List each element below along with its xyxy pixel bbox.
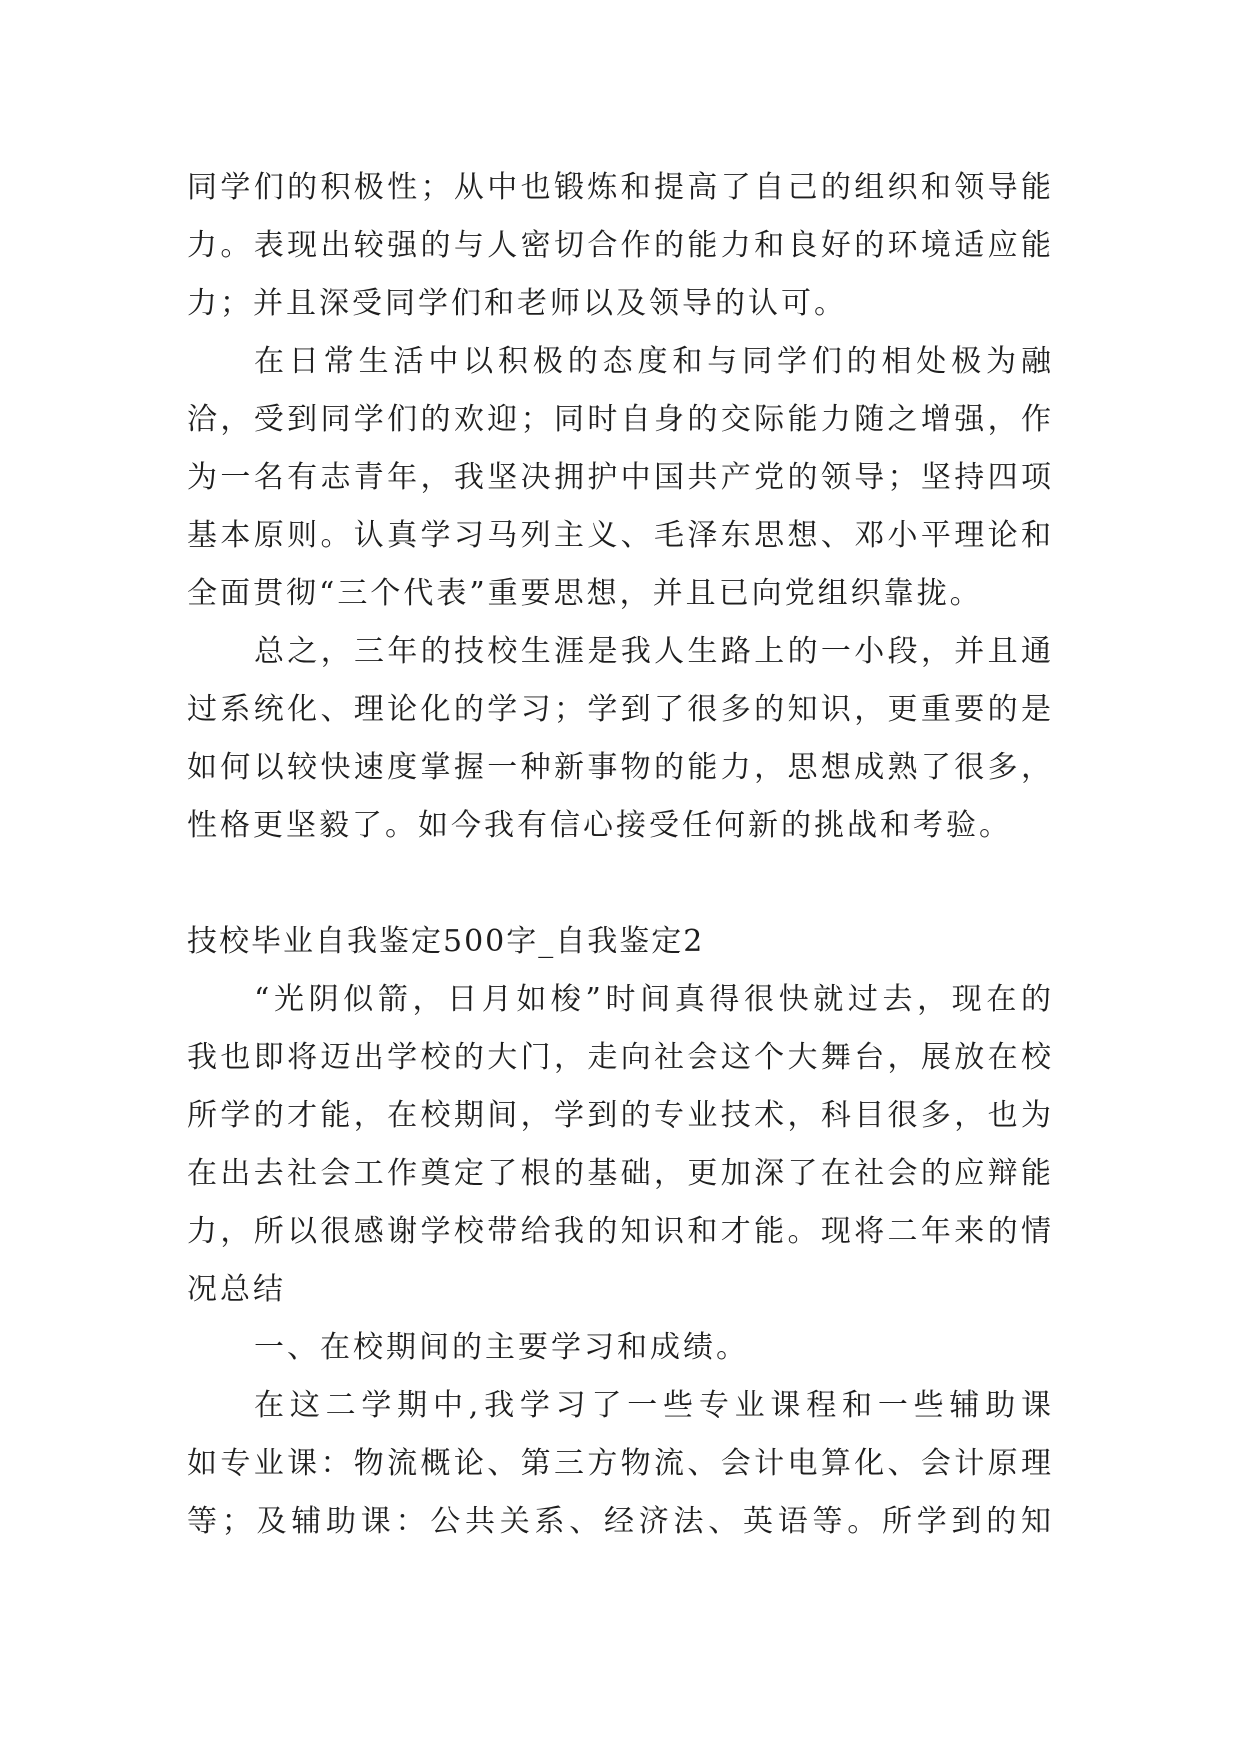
paragraph-line: 同学们的积极性；从中也锻炼和提高了自己的组织和领导能 [187,170,1054,205]
paragraph-line: 为一名有志青年，我坚决拥护中国共产党的领导；坚持四项 [187,460,1054,495]
paragraph [187,623,1054,855]
paragraph [187,1319,1054,1377]
paragraph-line: 我也即将迈出学校的大门，走向社会这个大舞台，展放在校 [187,1040,1054,1075]
paragraph-line: 如何以较快速度掌握一种新事物的能力，思想成熟了很多， [187,750,1054,785]
paragraph [187,1377,1054,1551]
paragraph [187,159,1054,333]
paragraph-line: 在这二学期中,我学习了一些专业课程和一些辅助课 [254,1388,1054,1423]
paragraph-line: 力。表现出较强的与人密切合作的能力和良好的环境适应能 [187,228,1054,263]
paragraph-line: “光阴似箭，日月如梭”时间真得很快就过去，现在的 [254,982,1054,1017]
paragraph-line: 在日常生活中以积极的态度和与同学们的相处极为融 [254,344,1054,379]
paragraph-line: 洽，受到同学们的欢迎；同时自身的交际能力随之增强，作 [187,402,1054,437]
paragraph-line: 基本原则。认真学习马列主义、毛泽东思想、邓小平理论和 [187,518,1054,553]
section-heading: 技校毕业自我鉴定500字_自我鉴定2 [187,924,705,959]
paragraph-line: 全面贯彻“三个代表”重要思想，并且已向党组织靠拢。 [187,576,983,611]
paragraph-line: 在出去社会工作奠定了根的基础，更加深了在社会的应辩能 [187,1156,1054,1191]
paragraph [187,333,1054,623]
paragraph-line: 况总结 [187,1272,286,1307]
paragraph-line: 力；并且深受同学们和老师以及领导的认可。 [187,286,847,321]
blank-line [187,855,1054,913]
paragraph-line: 一、在校期间的主要学习和成绩。 [254,1330,749,1365]
paragraph-line: 所学的才能，在校期间，学到的专业技术，科目很多，也为 [187,1098,1054,1133]
paragraph-line: 等；及辅助课：公共关系、经济法、英语等。所学到的知 [187,1504,1054,1539]
paragraph [187,971,1054,1319]
paragraph-line: 过系统化、理论化的学习；学到了很多的知识，更重要的是 [187,692,1054,727]
paragraph-line: 力，所以很感谢学校带给我的知识和才能。现将二年来的情 [187,1214,1054,1249]
paragraph-line: 总之，三年的技校生涯是我人生路上的一小段，并且通 [254,634,1054,669]
paragraph-line: 如专业课：物流概论、第三方物流、会计电算化、会计原理 [187,1446,1054,1481]
document-body [187,159,1054,1551]
paragraph-line: 性格更坚毅了。如今我有信心接受任何新的挑战和考验。 [187,808,1012,843]
